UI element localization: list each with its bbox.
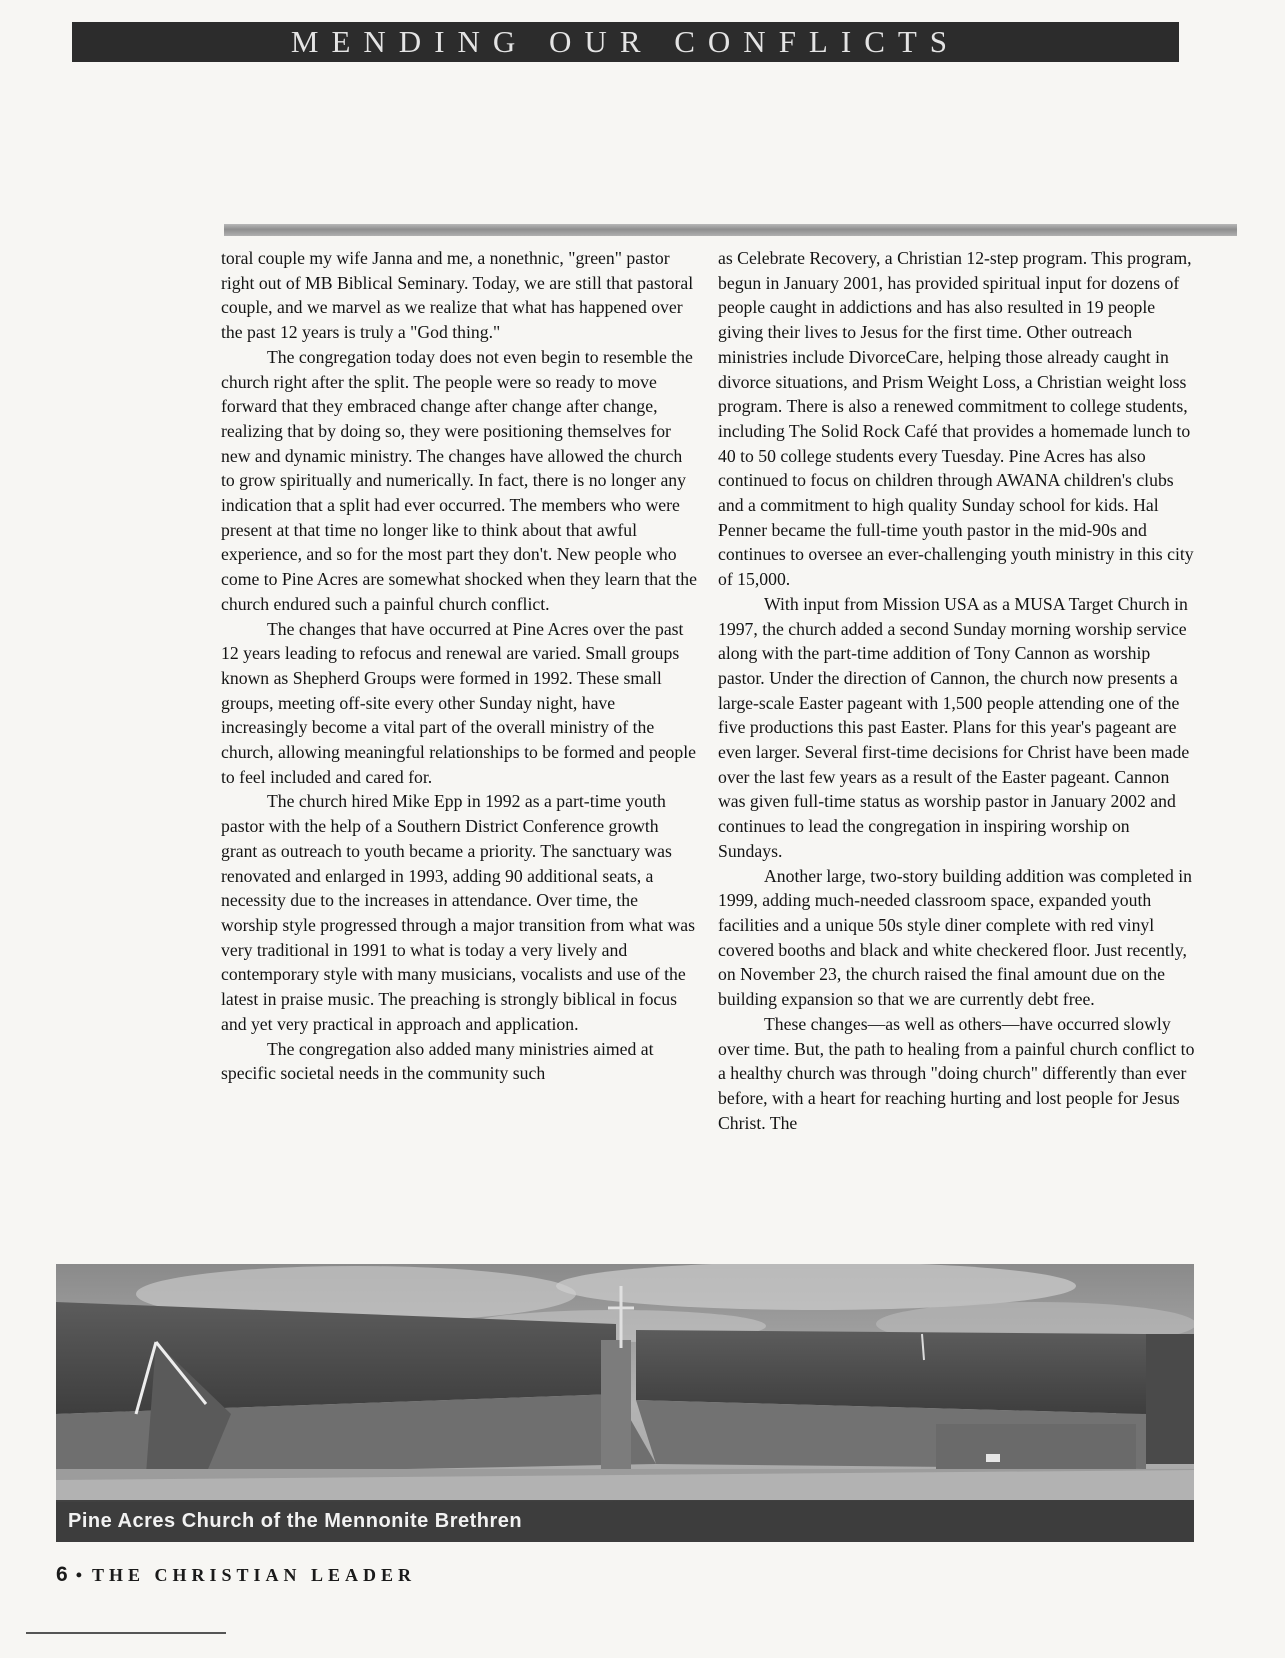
- header-bar: [72, 22, 1179, 62]
- decorative-rule: [224, 224, 1237, 236]
- paragraph: Another large, two-story building addition was completed in 1999, adding much-needed classroom space, expanded youth facilities and a unique 50s style diner complete with red vinyl covered booths and black and white checkered floor. Just recently, on November 23, the church raised the final amount due on the building expansion so that we are currently debt free.: [718, 865, 1193, 1010]
- right-column: [718, 246, 1198, 1135]
- church-photo: [56, 1264, 1194, 1542]
- paragraph: The church hired Mike Epp in 1992 as a part-time youth pastor with the help of a Southern District Conference growth grant as outreach to youth became a priority. The sanctuary was renovated and enlarged in 1993, adding 90 additional seats, a necessity due to the increases in attendance. Over time, the worship style progressed through a major transition from what was very traditional in 1991 to what is today a very lively and contemporary style with many musicians, vocalists and use of the latest in praise music. The preaching is strongly biblical in focus and yet very practical in approach and application.: [221, 791, 696, 1034]
- page-number: 6: [56, 1563, 70, 1586]
- paragraph: These changes—as well as others—have occurred slowly over time. But, the path to healing from a painful church conflict to a healthy church was through "doing church" differently than ever before, with a heart for reaching hurting and lost people for Jesus Christ. The: [718, 1013, 1195, 1133]
- paragraph: The changes that have occurred at Pine Acres over the past 12 years leading to refocus and renewal are varied. Small groups known as Shepherd Groups were formed in 1992. These small groups, meeting off-site every other Sunday night, have increasingly become a vital part of the overall ministry of the church, allowing meaningful relationships to be formed and people to feel included and cared for.: [221, 618, 696, 787]
- paragraph: With input from Mission USA as a MUSA Target Church in 1997, the church added a second Sunday morning worship service along with the part-time addition of Tony Cannon as worship pastor. Under the direction of Cannon, the church now presents a large-scale Easter pageant with 1,500 people attending one of the five productions this past Easter. Plans for this year's pageant are even larger. Several first-time decisions for Christ have been made over the last few years as a result of the Easter pageant. Cannon was given full-time status as worship pastor in January 2002 and continues to lead the congregation in inspiring worship on Sundays.: [718, 593, 1190, 861]
- footer-rule: [26, 1632, 226, 1634]
- paragraph: as Celebrate Recovery, a Christian 12-step program. This program, begun in January 2001, has provided spiritual input for dozens of people caught in addictions and has also resulted in 19 people giving their lives to Jesus for the first time. Other outreach ministries include DivorceCare, helping those already caught in divorce situations, and Prism Weight Loss, a Christian weight loss program. There is also a renewed commitment to college students, including The Solid Rock Café that provides a homemade lunch to 40 to 50 college students every Tuesday. Pine Acres has also continued to focus on children through AWANA children's clubs and a commitment to high quality Sunday school for kids. Hal Penner became the full-time youth pastor in the mid-90s and continues to oversee an ever-challenging youth ministry in this city of 15,000.: [718, 248, 1194, 590]
- photo-caption: Pine Acres Church of the Mennonite Brethren: [56, 1500, 1194, 1542]
- publication-name: THE CHRISTIAN LEADER: [92, 1565, 417, 1585]
- left-column: [221, 246, 697, 1086]
- paragraph: The congregation also added many ministries aimed at specific societal needs in the community such: [221, 1038, 654, 1084]
- page-footer: [56, 1563, 416, 1587]
- paragraph: toral couple my wife Janna and me, a nonethnic, "green" pastor right out of MB Biblical Seminary. Today, we are still that pastoral couple, and we marvel as we realize that what has happened over the past 12 years is truly a "God thing.": [221, 248, 694, 343]
- footer-separator: •: [75, 1565, 82, 1585]
- paragraph: The congregation today does not even begin to resemble the church right after the split. The people were so ready to move forward that they embraced change after change after change, realizing that by doing so, they were positioning themselves for new and dynamic ministry. The changes have allowed the church to grow spiritually and numerically. In fact, there is no longer any indication that a split had ever occurred. The members who were present at that time no longer like to think about that awful experience, and so for the most part they don't. New people who come to Pine Acres are somewhat shocked when they learn that the church endured such a painful church conflict.: [221, 346, 697, 614]
- section-title: MENDING OUR CONFLICTS: [290, 24, 961, 59]
